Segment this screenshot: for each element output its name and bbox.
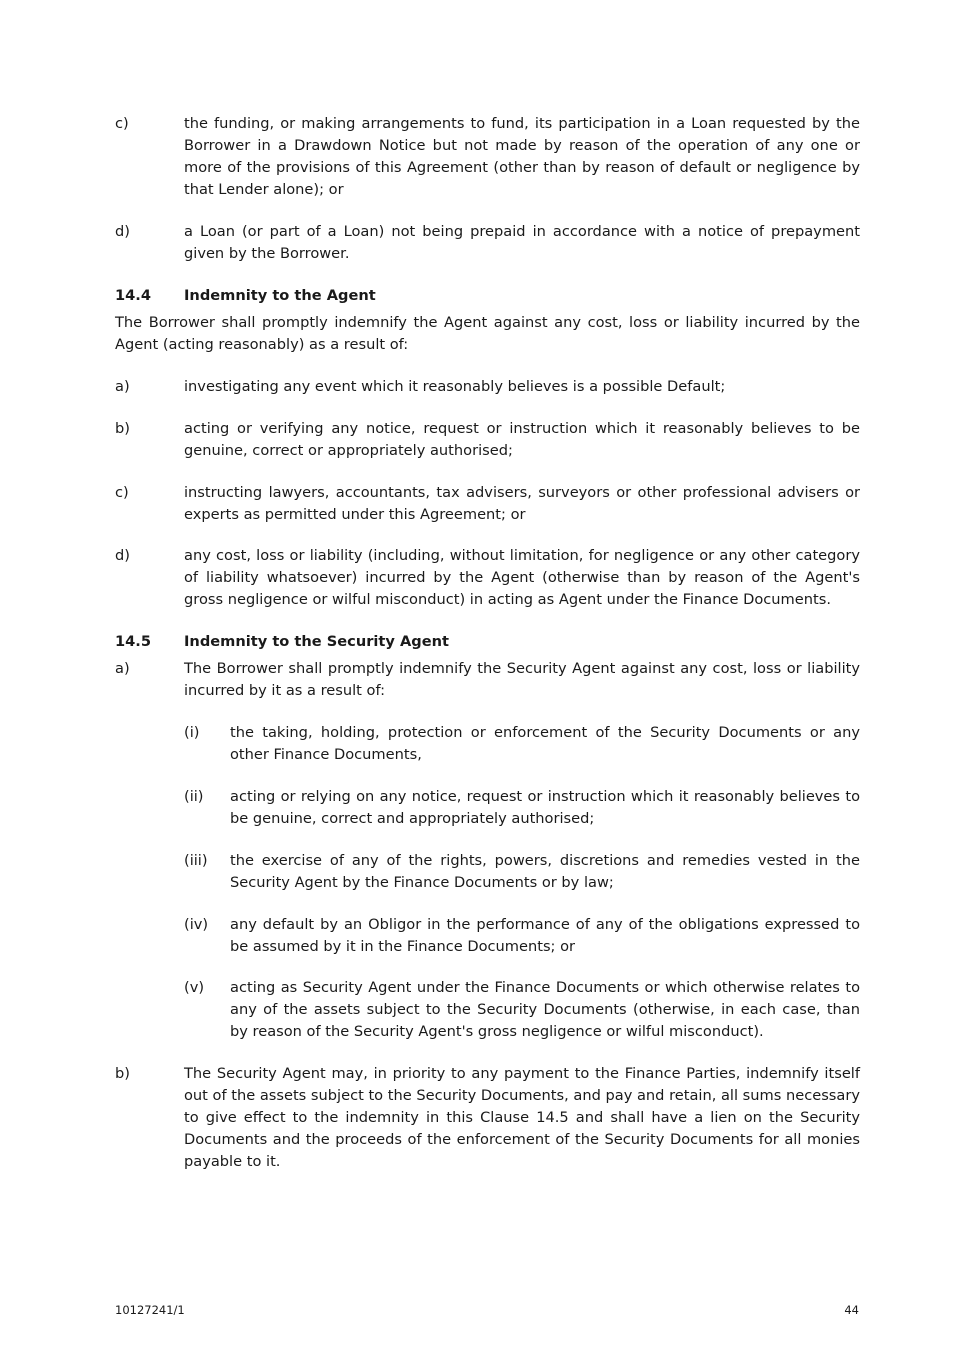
- item-marker: a): [115, 378, 130, 395]
- item-text: instructing lawyers, accountants, tax advisers, surveyors or other professional advisers or experts as permitted under this Agreement; or: [184, 484, 860, 523]
- item-text: acting or verifying any notice, request or instruction which it reasonably believes to be genuine, correct or appropriately authorised;: [184, 420, 860, 459]
- sub-item-marker: (v): [184, 979, 205, 996]
- sub-item-text: any default by an Obligor in the performance of any of the obligations expressed to be assumed by it in the Finance Documents; or: [230, 916, 860, 955]
- item-text: The Borrower shall promptly indemnify the Security Agent against any cost, loss or liability incurred by it as a result of:: [184, 660, 860, 699]
- sub-list-item: [184, 722, 860, 766]
- sub-list-item: [184, 914, 860, 958]
- item-marker: d): [115, 223, 130, 240]
- list-item: [115, 113, 860, 201]
- list-item: [115, 418, 860, 462]
- item-text: any cost, loss or liability (including, without limitation, for negligence or any other category of liability whatsoever) incurred by the Agent (otherwise than by reason of the Agent's gross negligence or wilful misconduct) in acting as Agent under the Finance Documents.: [184, 547, 860, 608]
- list-item: [115, 376, 860, 398]
- sub-item-text: acting as Security Agent under the Finance Documents or which otherwise relates to any of the assets subject to the Security Documents (otherwise, in each case, than by reason of the Security Agent's gross negligence or wilful misconduct).: [230, 979, 860, 1040]
- item-text: a Loan (or part of a Loan) not being prepaid in accordance with a notice of prepayment given by the Borrower.: [184, 223, 860, 262]
- section-title: Indemnity to the Security Agent: [184, 633, 449, 650]
- sub-list-item: [184, 850, 860, 894]
- sub-item-text: the exercise of any of the rights, powers, discretions and remedies vested in the Security Agent by the Finance Documents or by law;: [230, 852, 860, 891]
- list-item: [115, 545, 860, 611]
- item-marker: c): [115, 115, 129, 132]
- sub-list-item: [184, 977, 860, 1043]
- item-marker: c): [115, 484, 129, 501]
- sub-item-marker: (ii): [184, 788, 204, 805]
- footer-page-number: 44: [844, 1303, 859, 1317]
- list-item: [115, 658, 860, 702]
- section-heading-14-4: [115, 285, 860, 307]
- sub-list-item: [184, 786, 860, 830]
- section-number: 14.5: [115, 633, 152, 650]
- list-item: [115, 221, 860, 265]
- item-marker: d): [115, 547, 130, 564]
- sub-item-marker: (iv): [184, 916, 209, 933]
- sub-item-text: the taking, holding, protection or enforcement of the Security Documents or any other Finance Documents,: [230, 724, 860, 763]
- item-marker: a): [115, 660, 130, 677]
- sub-item-text: acting or relying on any notice, request or instruction which it reasonably believes to be genuine, correct and appropriately authorised;: [230, 788, 860, 827]
- item-marker: b): [115, 1065, 130, 1082]
- section-number: 14.4: [115, 287, 152, 304]
- section-intro: The Borrower shall promptly indemnify the Agent against any cost, loss or liability incurred by the Agent (acting reasonably) as a result of:: [115, 314, 860, 353]
- list-item: [115, 1063, 860, 1173]
- footer-doc-ref: 10127241/1: [115, 1303, 185, 1317]
- section-heading-14-5: [115, 631, 860, 653]
- list-item: [115, 482, 860, 526]
- item-marker: b): [115, 420, 130, 437]
- sub-item-marker: (i): [184, 724, 200, 741]
- item-text: The Security Agent may, in priority to any payment to the Finance Parties, indemnify itself out of the assets subject to the Security Documents, and pay and retain, all sums necessary to give effect to the indemnity in this Clause 14.5 and shall have a lien on the Security Documents and the proceeds of the enforcement of the Security Documents for all monies payable to it.: [184, 1065, 860, 1170]
- section-title: Indemnity to the Agent: [184, 287, 376, 304]
- sub-item-marker: (iii): [184, 852, 208, 869]
- item-text: the funding, or making arrangements to fund, its participation in a Loan requested by the Borrower in a Drawdown Notice but not made by reason of the operation of any one or more of the provisions of this Agreement (other than by reason of default or negligence by that Lender alone); or: [184, 115, 860, 198]
- item-text: investigating any event which it reasonably believes is a possible Default;: [184, 378, 726, 395]
